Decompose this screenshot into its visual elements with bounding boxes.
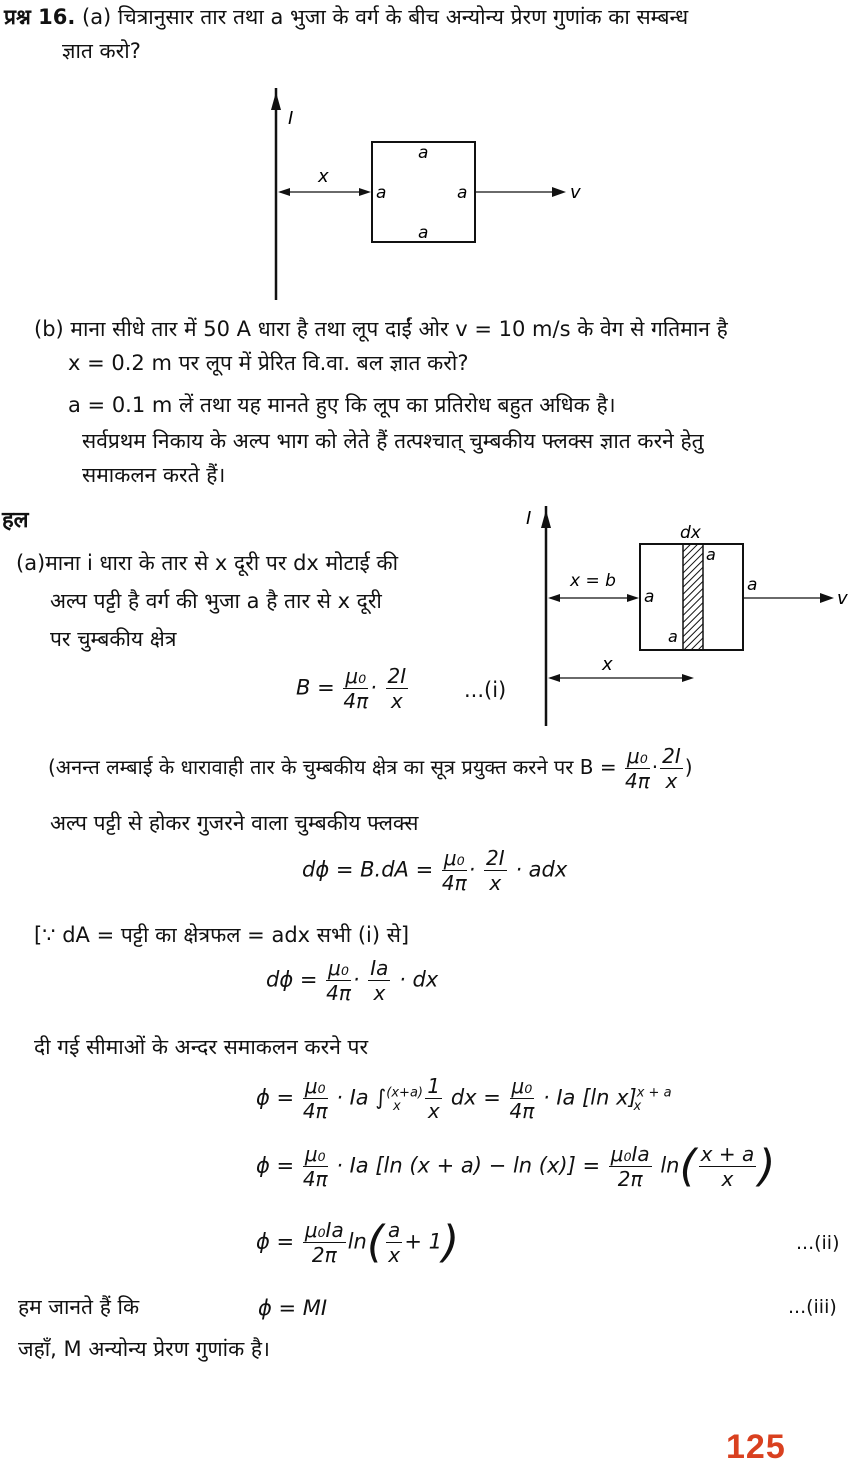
eq4-upper-limit: (x+a) [386, 1085, 423, 1101]
equation-6: ϕ = $\frac{\text{μ₀Ia}}{2\pi}$ ln( $\frac{a}{x}$ + 1) [256, 1216, 460, 1268]
equation-7: ϕ = MI [258, 1296, 328, 1320]
current-arrow-icon-2 [541, 510, 551, 528]
frac-num: μ₀ [625, 744, 650, 769]
frac-num: μ₀ [510, 1074, 535, 1099]
eq6-ln: ln [347, 1229, 367, 1254]
eq2-2I-frac [484, 846, 507, 895]
flux-text: अल्प पट्टी से होकर गुजरने वाला चुम्बकीय फ्लक्स [50, 811, 419, 835]
xb-arrowhead-left-icon [548, 594, 560, 602]
xb-label: x = b [570, 571, 616, 591]
eq5-lhs: ϕ = [256, 1153, 295, 1178]
eq4-lhs: ϕ = [256, 1085, 295, 1110]
equation-5: ϕ = $\frac{\text{μ₀}}{4\pi}$ · Ia [ln (x + a) − ln (x)] = $\frac{\text{μ₀Ia}}{2\pi}$ ln( $\frac{x + a}{x}$ ) [256, 1140, 776, 1192]
we-know-text: हम जानते हैं कि [18, 1295, 140, 1319]
eq6-plus-one: + 1 [404, 1229, 442, 1254]
part-b-line2: x = 0.2 m पर लूप में प्रेरित वि.वा. बल ज्ञात करो? [68, 351, 469, 375]
frac-den: x [390, 689, 403, 713]
frac-den: 4π [625, 769, 650, 793]
current-arrow-icon [271, 92, 281, 110]
eq4-dx: dx = [450, 1085, 501, 1110]
x-arrowhead-right-icon [682, 674, 694, 682]
eq5-mid: · Ia [ln (x + a) − ln (x)] = [336, 1153, 601, 1178]
velocity-label-2: v [837, 588, 848, 609]
eq6-tag: ...(ii) [796, 1232, 840, 1254]
eq2-mu0-frac [442, 846, 467, 895]
hint-line2: समाकलन करते हैं। [82, 463, 226, 487]
question-text [4, 2, 688, 32]
mu0-over-4pi [343, 664, 368, 713]
eq6-a-over-x [386, 1218, 402, 1267]
frac-den: 4π [343, 689, 369, 713]
frac-num: 2I [662, 744, 681, 768]
eq5-ln: ln [660, 1153, 680, 1178]
frac-den: 2π [311, 1243, 337, 1267]
area-note: [∵ dA = पट्टी का क्षेत्रफल = adx सभी (i) से] [34, 923, 410, 947]
frac-den: 4π [509, 1099, 535, 1123]
frac-den: 4π [326, 981, 351, 1005]
x-label: x [602, 654, 613, 675]
frac-num: μ₀ [303, 1074, 328, 1099]
frac-den: x [388, 1243, 401, 1267]
figure-wire-square-loop [250, 82, 610, 302]
eq4-mu0-frac [303, 1074, 328, 1123]
eq5-mu0-frac [303, 1142, 328, 1191]
note-line: (अनन्त लम्बाई के धारावाही तार के चुम्बकीय क्षेत्र का सूत्र प्रयुक्त करने पर B = $\frac{\text{μ₀}}{4\pi}$ · $\frac{2I}{x}$ ) [48, 744, 693, 793]
equation-2: dϕ = B.dA = $\frac{\text{μ₀}}{4\pi}$ · $\frac{2I}{x}$ · adx [302, 846, 568, 895]
frac-den: x [721, 1167, 734, 1191]
dx-label: dx [680, 523, 701, 543]
side-right-label: a [457, 183, 468, 203]
solution-para1-line3: पर चुम्बकीय क्षेत्र [50, 627, 177, 651]
side-left-label: a [376, 183, 387, 203]
eq2-tail: · adx [515, 857, 568, 882]
eq6-lhs: ϕ = [256, 1229, 295, 1254]
part-b-line3: a = 0.1 m लें तथा यह मानते हुए कि लूप का प्रतिरोध बहुत अधिक है। [68, 393, 616, 417]
frac-den: x [373, 981, 386, 1005]
frac-num: 1 [427, 1074, 441, 1098]
velocity-label: v [570, 182, 581, 203]
a-strip-bottom-label: a [668, 627, 678, 646]
eq6-mu0Ia-frac [303, 1218, 346, 1267]
eq4-end: · Ia [ln x] [542, 1085, 637, 1110]
solution-heading: हल [2, 508, 29, 533]
equation-3: dϕ = $\frac{\text{μ₀}}{4\pi}$ · $\frac{Ia}{x}$ · dx [266, 956, 439, 1005]
frac-den: x [427, 1099, 440, 1123]
distance-label: x [318, 166, 329, 187]
note-mu0-frac [625, 744, 650, 793]
eq5-mu0Ia-frac [609, 1142, 652, 1191]
frac-den: x [489, 871, 502, 895]
frac-num: 2I [486, 846, 505, 870]
solution-para1-line2: अल्प पट्टी है वर्ग की भुजा a है तार से x दूरी [50, 589, 382, 613]
frac-num: μ₀ [442, 846, 467, 871]
frac-den: 2π [617, 1167, 643, 1191]
current-label: I [288, 108, 294, 129]
frac-num: μ₀ [303, 1142, 328, 1167]
figure-strip-element [520, 502, 850, 730]
where-line: जहाँ, M अन्योन्य प्रेरण गुणांक है। [18, 1337, 270, 1361]
hatched-strip [683, 544, 703, 650]
frac-den: 4π [302, 1099, 328, 1123]
hint-line1: सर्वप्रथम निकाय के अल्प भाग को लेते हैं तत्पश्चात् चुम्बकीय फ्लक्स ज्ञात करने हेतु [82, 429, 704, 453]
frac-den: x [665, 769, 678, 793]
frac-num: x + a [700, 1142, 755, 1166]
a-strip-top-label: a [706, 545, 716, 564]
frac-den: 4π [302, 1167, 328, 1191]
frac-num: a [388, 1218, 401, 1242]
note-text: (अनन्त लम्बाई के धारावाही तार के चुम्बकीय क्षेत्र का सूत्र प्रयुक्त करने पर B = [48, 755, 617, 779]
eq3-lhs: dϕ = [266, 967, 318, 992]
frac-num: μ₀ [343, 664, 368, 689]
velocity-arrowhead-icon [552, 187, 566, 197]
part-a-line2: ज्ञात करो? [62, 39, 141, 63]
2I-over-x [386, 664, 409, 713]
eq4-one-over-x [425, 1074, 442, 1123]
frac-num: μ₀ [326, 956, 351, 981]
eq1-tag: ...(i) [464, 678, 507, 702]
side-top-label: a [418, 143, 429, 163]
x-arrowhead-left-icon [548, 674, 560, 682]
eq3-mu0-frac [326, 956, 351, 1005]
equation-4 [256, 1074, 672, 1123]
xb-arrowhead-right-icon [627, 594, 639, 602]
eq3-Ia-frac [368, 956, 390, 1005]
eq5-xa-frac [699, 1142, 757, 1191]
frac-num: μ₀Ia [610, 1142, 650, 1166]
frac-den: 4π [441, 871, 467, 895]
arrowhead-left-icon [278, 188, 290, 196]
note-close: ) [684, 755, 693, 779]
a-right-label: a [747, 575, 758, 595]
eq4-mid: · Ia ∫ [336, 1085, 387, 1110]
current-label-2: I [526, 508, 532, 529]
eq4-mu0-frac-2 [510, 1074, 535, 1123]
eq1-lhs: B = [296, 675, 335, 700]
question-number: प्रश्न 16. [4, 5, 76, 29]
eq7-tag: ...(iii) [788, 1296, 837, 1318]
frac-num: μ₀Ia [304, 1218, 344, 1242]
velocity-arrowhead-icon-2 [820, 593, 834, 603]
eq4-sub: x [633, 1098, 642, 1114]
page-number: 125 [726, 1428, 786, 1466]
equation-1: B = $\frac{\text{μ₀}}{4\pi}$ · $\frac{2I}{x}$ [296, 664, 407, 713]
side-bottom-label: a [418, 223, 429, 243]
a-left-label: a [644, 587, 655, 607]
eq4-lower-limit: x [393, 1098, 401, 1114]
solution-para1-line1: (a)माना i धारा के तार से x दूरी पर dx मोटाई की [16, 551, 399, 575]
frac-num: 2I [387, 664, 407, 688]
part-a-line1: (a) चित्रानुसार तार तथा a भुजा के वर्ग के बीच अन्योन्य प्रेरण गुणांक का सम्बन्ध [82, 5, 689, 29]
integrate-text: दी गई सीमाओं के अन्दर समाकलन करने पर [34, 1035, 369, 1059]
eq4-sup: x + a [636, 1085, 672, 1101]
note-2I-frac [660, 744, 683, 793]
arrowhead-right-icon [359, 188, 371, 196]
frac-num: Ia [370, 956, 389, 980]
eq2-lhs: dϕ = B.dA = [302, 857, 434, 882]
part-b-line1: (b) माना सीधे तार में 50 A धारा है तथा लूप दाईं ओर v = 10 m/s के वेग से गतिमान है [34, 317, 728, 341]
eq3-tail: · dx [399, 967, 439, 992]
